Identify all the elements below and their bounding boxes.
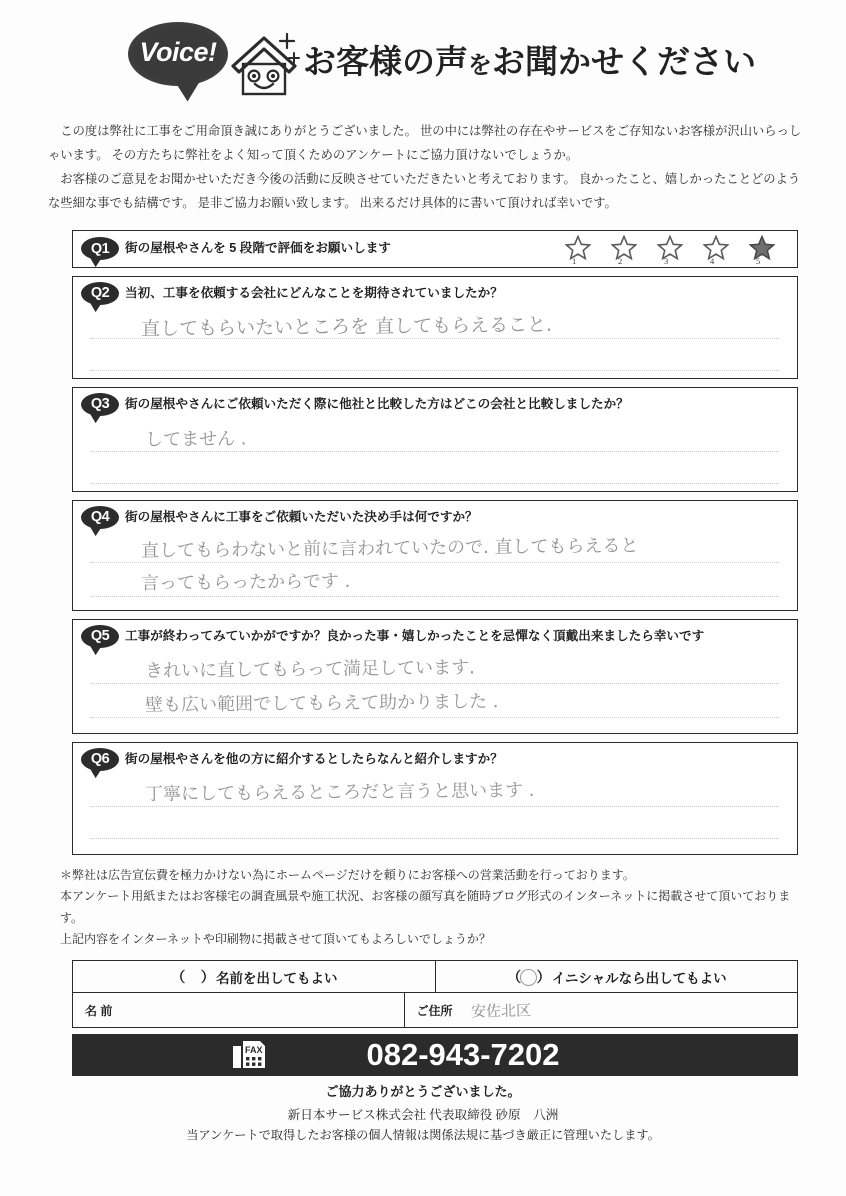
answer-guide-line — [91, 717, 779, 718]
consent-option-full-name-label: 名前を出してもよい — [216, 970, 338, 986]
fax-number: 082-943-7202 — [366, 1037, 560, 1073]
footnote-line-1: ＊弊社は広告宣伝費を極力かけない為にホームページだけを頼りにお客様への営業活動を行っております。 — [60, 867, 635, 882]
consent-option-initial-label: イニシャルなら出してもよい — [551, 970, 727, 986]
house-smiley-icon — [227, 26, 301, 100]
intro-paragraph-2: お客様のご意見をお聞かせいただき今後の活動に反映させていただきたいと考えております。 良かったこと、嬉しかったことどのような些細な事でも結構です。 是非ご協力お願い致します。 出来るだけ具体的に書いて頂ければ幸いです。 — [48, 171, 801, 210]
rating-star-3[interactable] — [657, 235, 683, 266]
consent-option-full-name[interactable] — [73, 961, 435, 992]
answer-guide-line — [91, 596, 779, 597]
address-field-value: 安佐北区 — [470, 1001, 531, 1021]
voice-logo — [128, 20, 233, 98]
footnote-line-2: 本アンケート用紙またはお客様宅の調査風景や施工状況、お客様の顔写真を随時ブログ形式のインターネットに掲載させて頂いております。 — [60, 889, 791, 925]
rating-stars[interactable] — [565, 235, 789, 266]
page-header — [0, 0, 846, 118]
question-badge-q4: Q4 — [81, 506, 119, 529]
contact-fields-row — [73, 993, 797, 1027]
circle-mark-icon — [520, 969, 537, 986]
page-title — [303, 36, 756, 83]
rating-star-5-selected[interactable] — [749, 235, 775, 266]
rating-star-label-5: 5 — [756, 255, 761, 266]
svg-text:FAX: FAX — [245, 1045, 263, 1056]
rating-star-label-1: 1 — [572, 255, 577, 266]
answer-guide-line — [91, 483, 779, 484]
consent-table — [72, 960, 798, 1028]
consent-checkbox-full-name[interactable]: （ ） — [171, 968, 215, 985]
question-text-q5: 工事が終わってみていかがですか？良かった事・嬉しかったことを忌憚なく頂戴出来ましたら幸いです — [125, 628, 705, 643]
question-block-q2 — [72, 276, 798, 379]
question-badge-q3: Q3 — [81, 393, 119, 416]
rating-star-1[interactable] — [565, 235, 591, 266]
question-text-q1: 街の屋根やさんを 5 段階で評価をお願いします — [125, 241, 391, 256]
answer-area-q2[interactable] — [73, 308, 797, 378]
question-badge-q2: Q2 — [81, 282, 119, 305]
questions-list — [72, 230, 798, 855]
footnote-line-3: 上記内容をインターネットや印刷物に掲載させて頂いてもよろしいでしょうか？ — [60, 931, 491, 946]
question-block-q6 — [72, 742, 798, 855]
question-text-q2: 当初、工事を依頼する会社にどんなことを期待されていましたか？ — [125, 285, 503, 300]
page-title-main: お客様の声 — [303, 42, 468, 80]
rating-star-2[interactable] — [611, 235, 637, 266]
rating-star-label-4: 4 — [710, 255, 715, 266]
answer-area-q3[interactable] — [73, 419, 797, 491]
fax-machine-icon — [232, 1040, 266, 1070]
question-badge-q5: Q5 — [81, 625, 119, 648]
thanks-message: ご協力ありがとうございました。 — [325, 1084, 521, 1100]
answer-area-q6[interactable] — [73, 774, 797, 854]
question-badge-q1: Q1 — [81, 237, 119, 260]
intro-text — [48, 120, 804, 216]
address-field[interactable] — [405, 993, 797, 1027]
page-title-particle: を — [468, 51, 492, 79]
question-block-q4 — [72, 500, 798, 611]
handwritten-answer-q4-line1: 直してもらわないと前に言われていたので. 直してもらえると — [140, 535, 639, 562]
question-block-q5 — [72, 619, 798, 734]
consent-checkbox-initial[interactable]: （ ） — [507, 968, 551, 985]
company-name: 新日本サービス株式会社 代表取締役 砂原 八洲 — [287, 1108, 559, 1123]
handwritten-answer-q5-line1: きれいに直してもらって満足しています. — [144, 657, 475, 682]
handwritten-answer-q5-line2: 壁も広い範囲でしてもらえて助かりました . — [144, 691, 499, 716]
handwritten-answer-q3-line1: してません . — [144, 428, 247, 451]
question-badge-q6: Q6 — [81, 748, 119, 771]
answer-area-q4[interactable] — [73, 532, 797, 610]
rating-star-label-3: 3 — [664, 255, 669, 266]
page-title-tail: お聞かせください — [492, 42, 756, 80]
answer-guide-line — [91, 806, 779, 807]
intro-paragraph-1: この度は弊社に工事をご用命頂き誠にありがとうございました。 世の中には弊社の存在やサービスをご存知ないお客様が沢山いらっしゃいます。 その方たちに弊社をよく知って頂くためのアンケートにご協力頂けないでしょうか。 — [48, 124, 802, 162]
handwritten-answer-q6-line1: 丁寧にしてもらえるところだと言うと思います . — [144, 779, 535, 805]
handwritten-answer-q2-line1: 直してもらいたいところを 直してもらえること. — [140, 313, 553, 341]
consent-options-row — [73, 961, 797, 993]
privacy-notice: 当アンケートで取得したお客様の個人情報は関係法規に基づき厳正に管理いたします。 — [186, 1128, 660, 1143]
name-field[interactable] — [73, 993, 405, 1027]
answer-area-q5[interactable] — [73, 651, 797, 733]
rating-star-label-2: 2 — [618, 255, 623, 266]
voice-logo-text: Voice! — [139, 36, 217, 67]
question-block-q1 — [72, 230, 798, 268]
address-field-label: ご住所 — [416, 1003, 453, 1018]
handwritten-answer-q4-line2: 言ってもらったからです . — [140, 570, 351, 594]
question-text-q3: 街の屋根やさんにご依頼いただく際に他社と比較した方はどこの会社と比較しましたか？ — [125, 396, 629, 411]
answer-guide-line — [91, 838, 779, 839]
footnote-text — [60, 865, 804, 950]
answer-guide-line — [91, 683, 779, 684]
answer-guide-line — [91, 370, 779, 371]
consent-option-initial[interactable] — [435, 961, 798, 992]
question-block-q3 — [72, 387, 798, 492]
name-field-label: 名 前 — [85, 1003, 113, 1018]
rating-star-4[interactable] — [703, 235, 729, 266]
fax-bar — [72, 1034, 798, 1076]
question-text-q4: 街の屋根やさんに工事をご依頼いただいた決め手は何ですか？ — [125, 509, 478, 524]
question-text-q6: 街の屋根やさんを他の方に紹介するとしたらなんと紹介しますか？ — [125, 751, 503, 766]
